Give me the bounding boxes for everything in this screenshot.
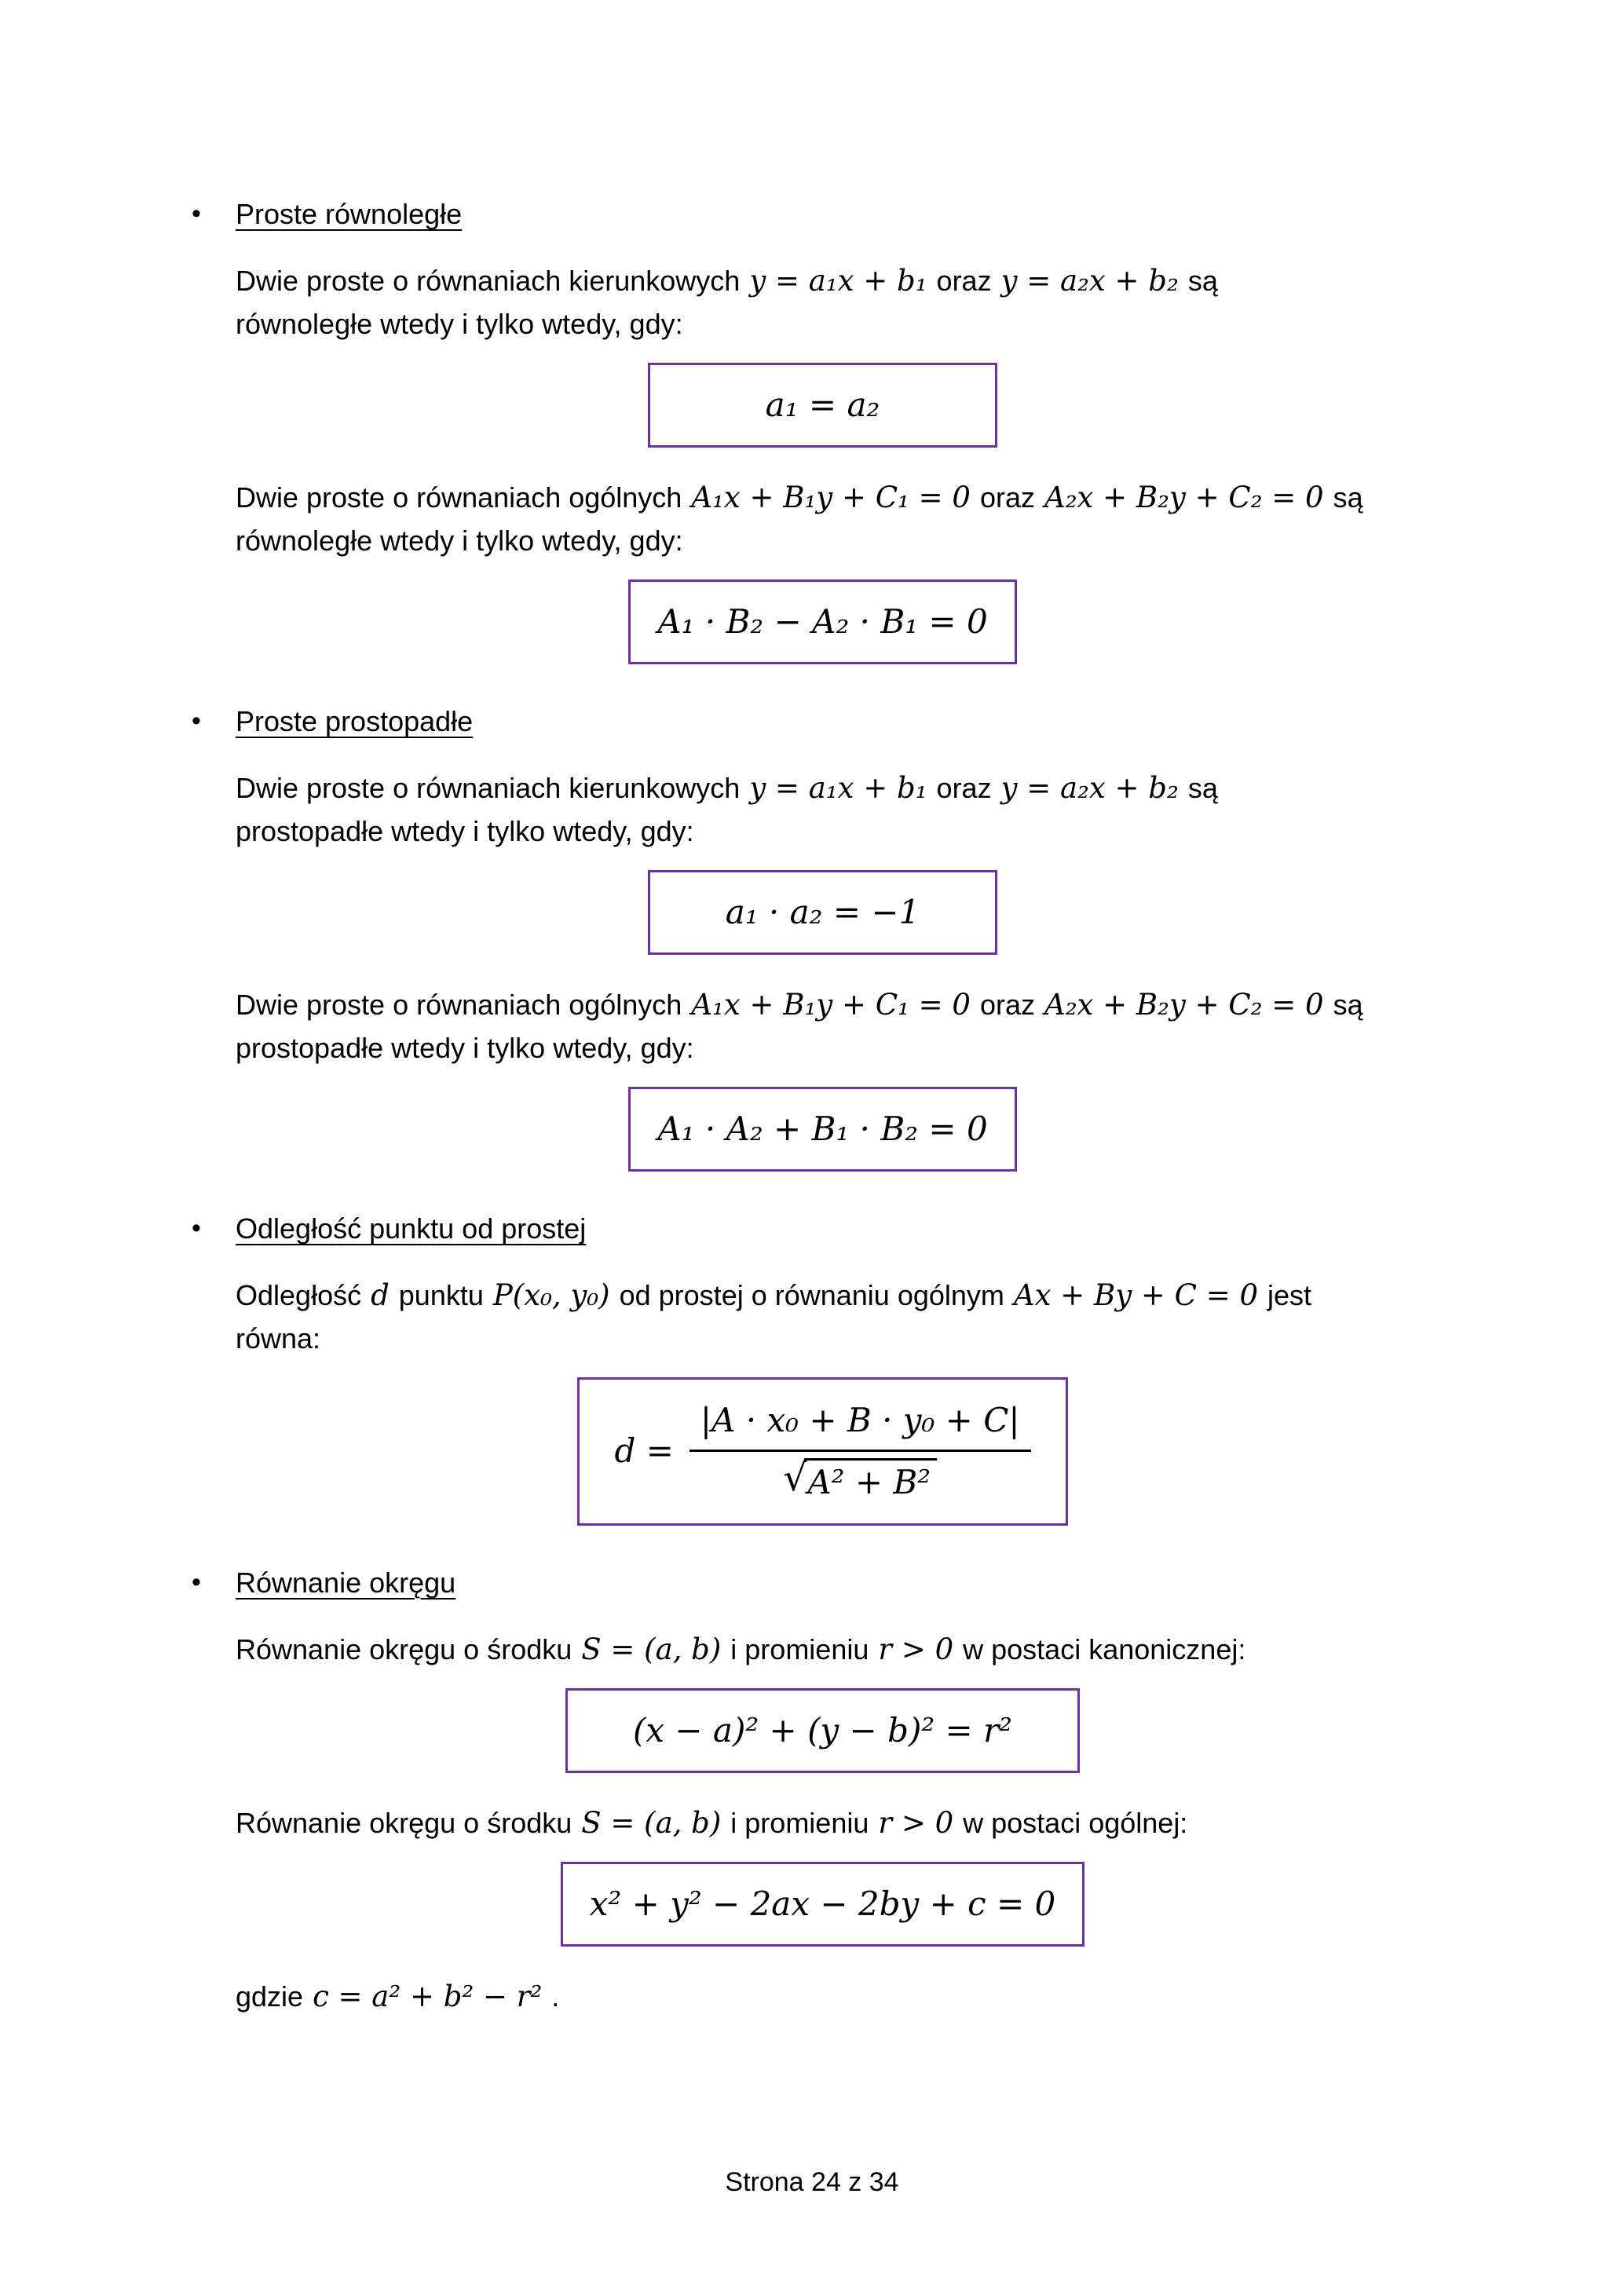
inline-text: Równanie okręgu o środku <box>236 1807 572 1839</box>
radicand: A² + B² <box>804 1458 937 1504</box>
section-point-line-distance <box>192 1207 1410 1526</box>
inline-math: A₁x + B₁y + C₁ = 0 <box>691 988 971 1022</box>
bullet-icon: • <box>192 199 201 229</box>
section-heading-row <box>192 1561 1410 1604</box>
fraction-lhs: d = <box>614 1431 674 1471</box>
inline-math: P(x₀, y₀) <box>492 1278 610 1312</box>
inline-text: jest <box>1267 1279 1312 1311</box>
inline-math: Ax + By + C = 0 <box>1013 1278 1259 1312</box>
bullet-icon: • <box>192 1213 201 1243</box>
inline-math: r > 0 <box>878 1632 954 1666</box>
inline-math: y = a₁x + b₁ <box>749 771 927 805</box>
formula-box-distance <box>577 1377 1067 1526</box>
section-circle-equation <box>192 1561 1410 2018</box>
formula-box-row <box>236 1688 1410 1773</box>
inline-text: w postaci kanonicznej: <box>963 1633 1246 1665</box>
section-heading-row <box>192 1207 1410 1250</box>
section-parallel-lines <box>192 192 1410 664</box>
inline-text: prostopadłe wtedy i tylko wtedy, gdy: <box>236 815 694 847</box>
section-perpendicular-lines <box>192 700 1410 1172</box>
inline-text: . <box>551 1980 560 2013</box>
inline-text: Odległość <box>236 1279 362 1311</box>
formula-box-circle-canonical: (x − a)² + (y − b)² = r² <box>565 1688 1080 1773</box>
formula-box-row <box>236 579 1410 664</box>
formula-box-row <box>236 870 1410 955</box>
section-heading: Proste równoległe <box>236 198 463 230</box>
inline-text: są <box>1187 265 1218 297</box>
inline-text: oraz <box>936 772 992 804</box>
inline-math: A₂x + B₂y + C₂ = 0 <box>1044 988 1324 1022</box>
distance-formula <box>614 1400 1030 1503</box>
inline-math: A₁x + B₁y + C₁ = 0 <box>691 481 971 514</box>
formula-box-perpendicular-general: A₁ · A₂ + B₁ · B₂ = 0 <box>628 1087 1016 1172</box>
inline-text: od prostej o równaniu ogólnym <box>619 1279 1004 1311</box>
inline-text: i promieniu <box>730 1633 869 1665</box>
formula-box-row <box>236 363 1410 448</box>
fraction <box>689 1400 1031 1503</box>
inline-math: r > 0 <box>878 1806 954 1840</box>
inline-text: oraz <box>936 265 992 297</box>
paragraph <box>236 1274 1410 1360</box>
paragraph <box>236 1801 1410 1844</box>
radical-sign: √ <box>783 1456 807 1500</box>
inline-math: y = a₂x + b₂ <box>1000 771 1179 805</box>
paragraph <box>236 1628 1410 1671</box>
formula-box-perpendicular-slopes: a₁ · a₂ = −1 <box>648 870 997 955</box>
section-heading: Równanie okręgu <box>236 1567 456 1599</box>
inline-math: c = a² + b² − r² <box>313 1980 543 2013</box>
formula-box-parallel-slopes: a₁ = a₂ <box>648 363 997 448</box>
inline-text: oraz <box>979 989 1035 1021</box>
page-footer: Strona 24 z 34 <box>725 2167 899 2197</box>
inline-math: A₂x + B₂y + C₂ = 0 <box>1044 481 1324 514</box>
page-content <box>192 192 1410 2053</box>
formula-box-row <box>236 1862 1410 1947</box>
inline-text: prostopadłe wtedy i tylko wtedy, gdy: <box>236 1032 694 1064</box>
inline-text: równoległe wtedy i tylko wtedy, gdy: <box>236 525 683 557</box>
inline-text: w postaci ogólnej: <box>963 1807 1188 1839</box>
inline-text: gdzie <box>236 1980 304 2013</box>
section-heading-row <box>192 192 1410 236</box>
section-heading-row <box>192 700 1410 743</box>
formula-box-row <box>236 1377 1410 1526</box>
bullet-icon: • <box>192 1567 201 1597</box>
inline-math: y = a₁x + b₁ <box>749 264 927 298</box>
inline-math: d <box>371 1278 390 1312</box>
formula-box-row <box>236 1087 1410 1172</box>
formula-box-circle-general: x² + y² − 2ax − 2by + c = 0 <box>561 1862 1085 1947</box>
inline-math: S = (a, b) <box>581 1806 722 1840</box>
inline-text: równa: <box>236 1322 321 1355</box>
inline-text: są <box>1333 989 1363 1021</box>
bullet-icon: • <box>192 706 201 736</box>
note-paragraph <box>236 1975 1410 2018</box>
paragraph <box>236 983 1410 1069</box>
inline-math: S = (a, b) <box>581 1632 722 1666</box>
inline-text: równoległe wtedy i tylko wtedy, gdy: <box>236 308 683 340</box>
inline-text: Dwie proste o równaniach kierunkowych <box>236 772 741 804</box>
fraction-numerator: |A · x₀ + B · y₀ + C| <box>689 1400 1031 1452</box>
inline-text: punktu <box>398 1279 484 1311</box>
paragraph <box>236 766 1410 853</box>
paragraph <box>236 259 1410 345</box>
inline-text: Równanie okręgu o środku <box>236 1633 572 1665</box>
section-heading: Proste prostopadłe <box>236 705 474 737</box>
fraction-denominator <box>783 1452 937 1504</box>
section-heading: Odległość punktu od prostej <box>236 1212 587 1245</box>
inline-text: są <box>1187 772 1218 804</box>
inline-text: Dwie proste o równaniach ogólnych <box>236 481 682 514</box>
inline-text: Dwie proste o równaniach kierunkowych <box>236 265 741 297</box>
inline-text: są <box>1333 481 1363 514</box>
inline-text: oraz <box>979 481 1035 514</box>
inline-text: i promieniu <box>730 1807 869 1839</box>
formula-box-parallel-general: A₁ · B₂ − A₂ · B₁ = 0 <box>628 579 1016 664</box>
inline-math: y = a₂x + b₂ <box>1000 264 1179 298</box>
paragraph <box>236 476 1410 562</box>
inline-text: Dwie proste o równaniach ogólnych <box>236 989 682 1021</box>
